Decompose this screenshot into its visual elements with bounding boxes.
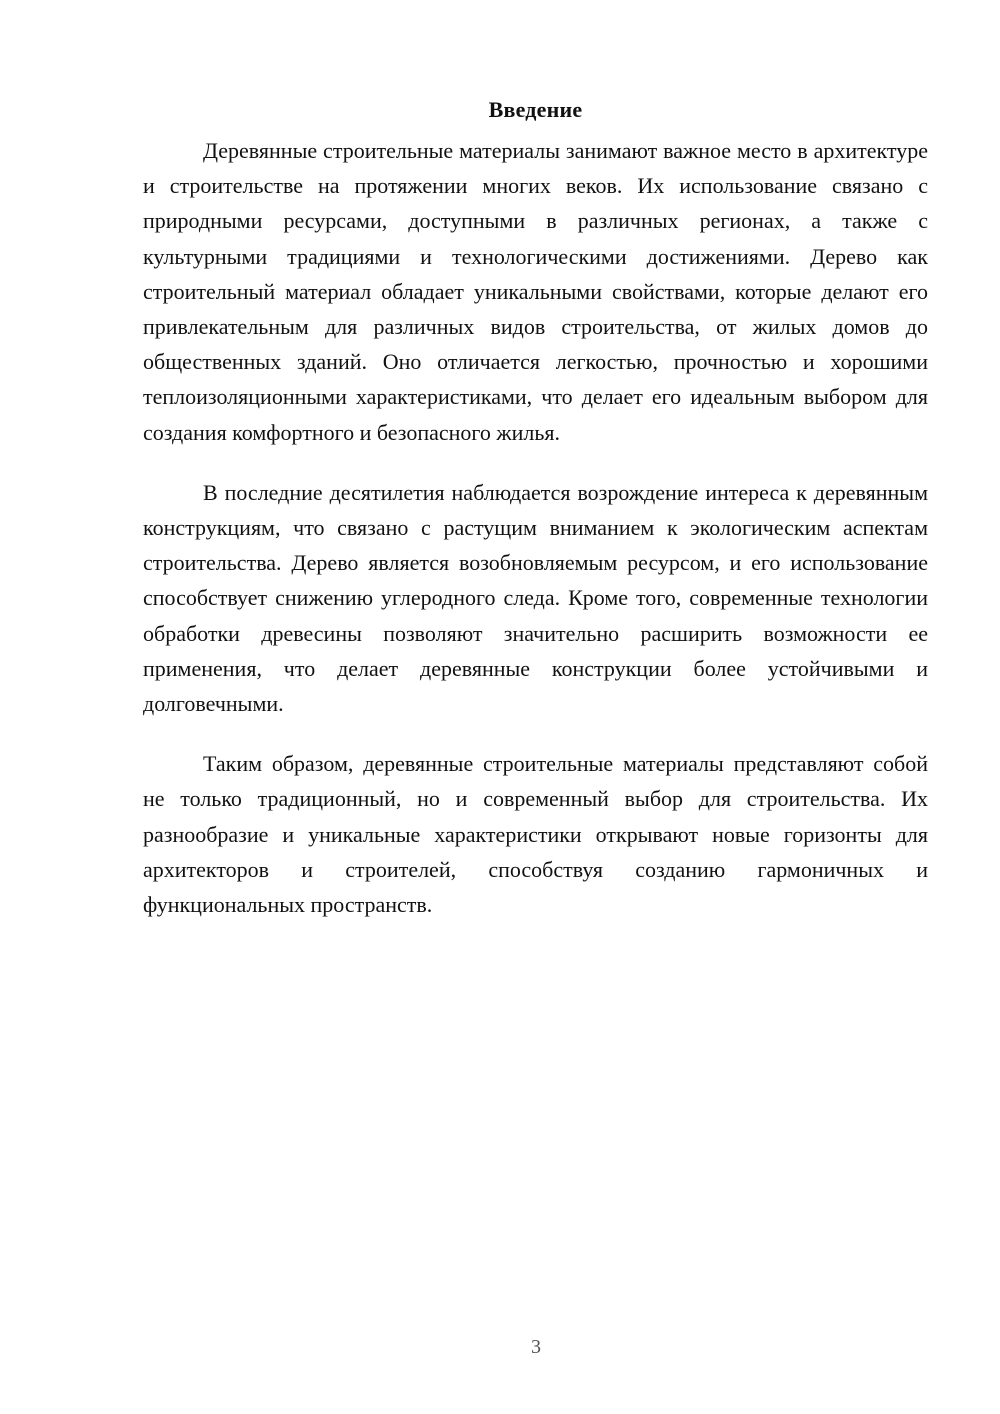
paragraph-3: Таким образом, деревянные строительные материалы представляют собой не только традиционный, но и современный выбор для строительства. Их разнообразие и уникальные характеристики открывают новые горизонты для архитекторов и строителей, способствуя созданию гармоничных и функциональных пространств. — [143, 751, 928, 918]
page-number: 3 — [531, 1336, 541, 1358]
page-content — [143, 92, 928, 922]
section-title: Введение — [488, 97, 583, 122]
paragraph-1: Деревянные строительные материалы занимают важное место в архитектуре и строительстве на протяжении многих веков. Их использование связано с природными ресурсами, доступными в различных регионах, а также с культурными традициями и технологическими достижениями. Дерево как строительный материал обладает уникальными свойствами, которые делают его привлекательным для различных видов строительства, от жилых домов до общественных зданий. Оно отличается легкостью, прочностью и хорошими теплоизоляционными характеристиками, что делает его идеальным выбором для создания комфортного и безопасного жилья. — [143, 138, 928, 445]
paragraph-2: В последние десятилетия наблюдается возрождение интереса к деревянным конструкциям, что связано с растущим вниманием к экологическим аспектам строительства. Дерево является возобновляемым ресурсом, и его использование способствует снижению углеродного следа. Кроме того, современные технологии обработки древесины позволяют значительно расширить возможности ее применения, что делает деревянные конструкции более устойчивыми и долговечными. — [143, 479, 928, 717]
